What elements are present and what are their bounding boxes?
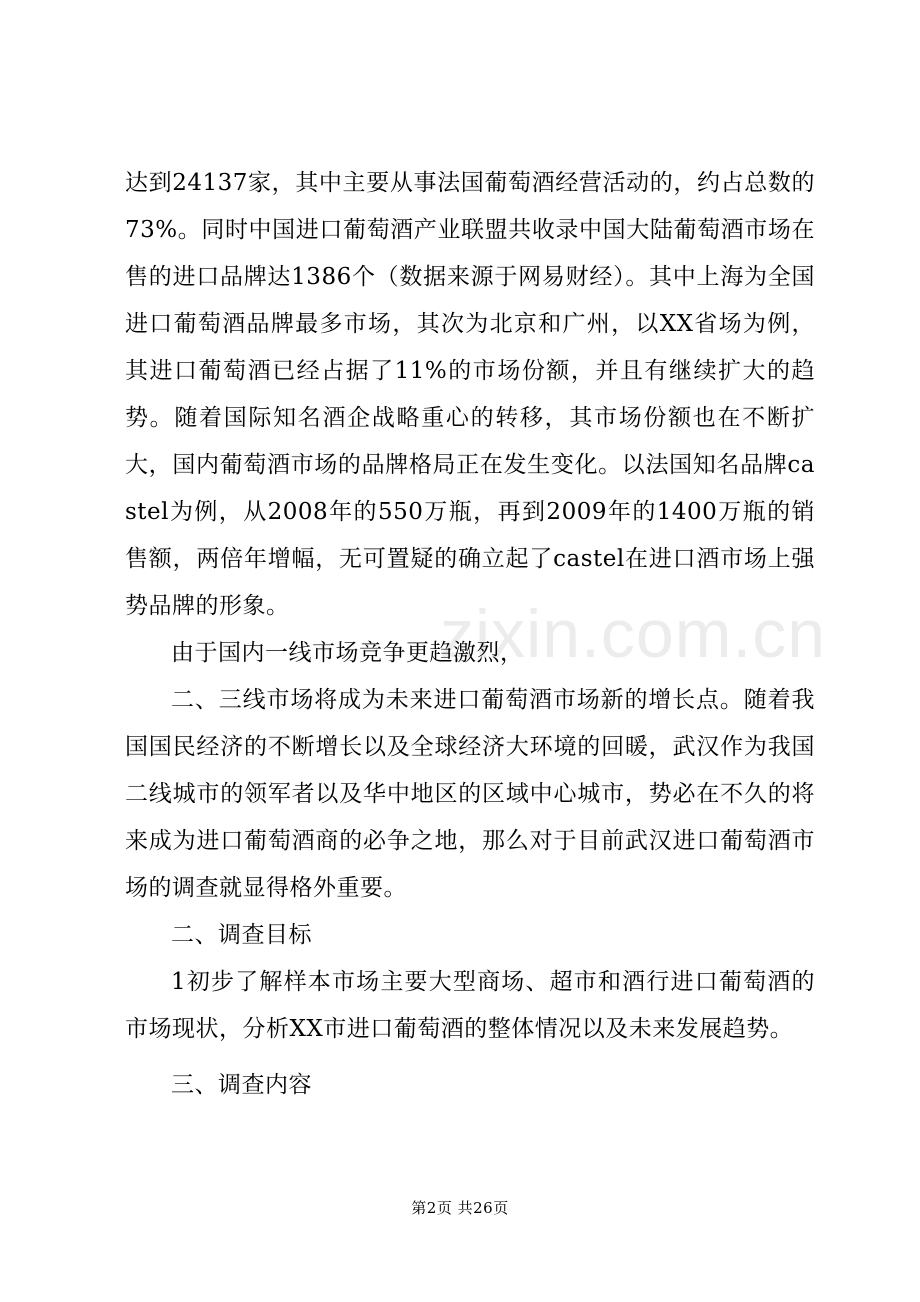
heading-survey-content: 三、调查内容 [171, 1072, 312, 1098]
document-body [125, 160, 815, 1109]
paragraph-growth-point: 二、三线市场将成为未来进口葡萄酒市场新的增长点。随着我国国民经济的不断增长以及全球经济大环境的回暖，武汉作为我国二线城市的领军者以及华中地区的区域中心城市，势必在不久的将来成为进口葡萄酒商的必争之地，那么对于目前武汉进口葡萄酒市场的调查就显得格外重要。 [125, 687, 815, 901]
paragraph-market-overview: 达到24137家，其中主要从事法国葡萄酒经营活动的，约占总数的73%。同时中国进口葡萄酒产业联盟共收录中国大陆葡萄酒市场在售的进口品牌达1386个（数据来源于网易财经）。其中上海为全国进口葡萄酒品牌最多市场，其次为北京和广州，以XX省场为例，其进口葡萄酒已经占据了11%的市场份额，并且有继续扩大的趋势。随着国际知名酒企战略重心的转移，其市场份额也在不断扩大，国内葡萄酒市场的品牌格局正在发生变化。以法国知名品牌castel为例，从2008年的550万瓶，再到2009年的1400万瓶的销售额，两倍年增幅，无可置疑的确立起了castel在进口酒市场上强势品牌的形象。 [125, 170, 815, 619]
watermark: zixin.com.cn [440, 596, 827, 672]
paragraph-survey-goal-item: 1初步了解样本市场主要大型商场、超市和酒行进口葡萄酒的市场现状，分析XX市进口葡萄酒的整体情况以及未来发展趋势。 [125, 969, 815, 1042]
page-number-footer: 第2页 共26页 [411, 1199, 509, 1217]
paragraph-competition: 由于国内一线市场竞争更趋激烈， [171, 640, 524, 666]
heading-survey-goal: 二、调查目标 [171, 922, 312, 948]
